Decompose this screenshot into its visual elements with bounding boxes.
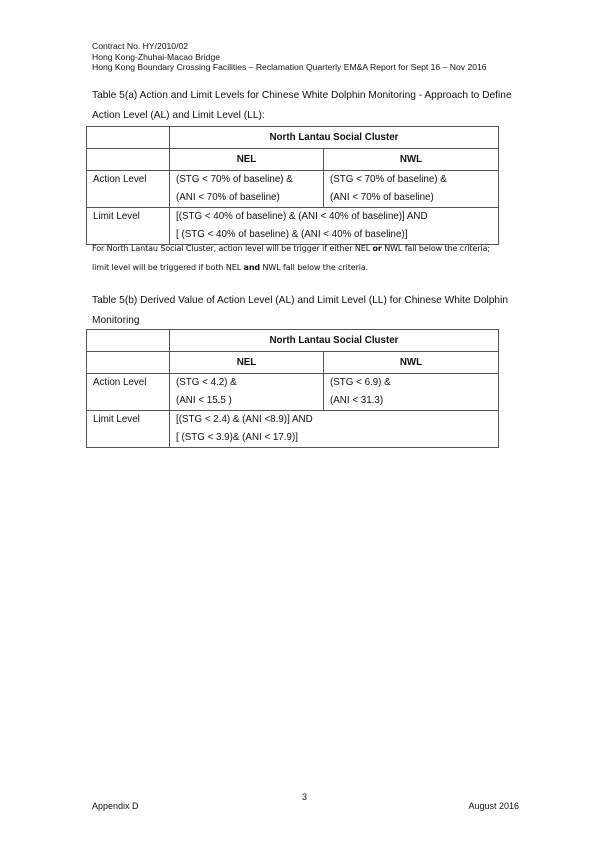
limit-level-label: Limit Level — [87, 208, 170, 245]
table-row — [87, 352, 499, 374]
table-b-caption: Table 5(b) Derived Value of Action Level (AL) and Limit Level (LL) for Chinese White Dolphin Monitoring — [92, 295, 509, 326]
limit-level-label: Limit Level — [87, 411, 170, 448]
nel-header: NEL — [170, 352, 324, 374]
report-title: Hong Kong Boundary Crossing Facilities – Reclamation Quarterly EM&A Report for Sept 16 – Nov 2016 — [92, 62, 487, 73]
table-cell — [87, 330, 170, 352]
action-level-label: Action Level — [87, 374, 170, 411]
table-row — [87, 411, 499, 448]
action-level-nwl: (STG < 6.9) & (ANI < 31.3) — [324, 374, 499, 411]
cluster-header: North Lantau Social Cluster — [170, 127, 499, 149]
table-row — [87, 149, 499, 171]
document-header — [92, 41, 487, 73]
table-row — [87, 374, 499, 411]
nel-header: NEL — [170, 149, 324, 171]
action-level-label: Action Level — [87, 171, 170, 208]
table-a — [86, 126, 499, 245]
table-a-caption: Table 5(a) Action and Limit Levels for Chinese White Dolphin Monitoring - Approach to Define Action Level (AL) and Limit Level (LL): — [92, 90, 512, 121]
table-row — [87, 330, 499, 352]
table-row — [87, 171, 499, 208]
nwl-header: NWL — [324, 352, 499, 374]
nwl-header: NWL — [324, 149, 499, 171]
limit-level-value: [(STG < 40% of baseline) & (ANI < 40% of baseline)] AND [ (STG < 40% of baseline) & (ANI < 40% of baseline)] — [170, 208, 499, 245]
table-cell — [87, 149, 170, 171]
action-level-nel: (STG < 70% of baseline) & (ANI < 70% of baseline) — [170, 171, 324, 208]
table-cell — [87, 352, 170, 374]
contract-number: Contract No. HY/2010/02 — [92, 41, 189, 51]
table-row — [87, 127, 499, 149]
footer-date: August 2016 — [468, 801, 519, 811]
project-name: Hong Kong-Zhuhai-Macao Bridge — [92, 51, 221, 62]
limit-level-value: [(STG < 2.4) & (ANI <8.9)] AND [ (STG < 3.9)& (ANI < 17.9)] — [170, 411, 499, 448]
action-level-nel: (STG < 4.2) & (ANI < 15.5 ) — [170, 374, 324, 411]
criteria-note: For North Lantau Social Cluster, action level will be trigger if either NEL or NWL fall below the criteria; limit level will be triggered if both NEL and NWL fall below the criteria. — [92, 244, 490, 272]
page-number: 3 — [302, 792, 308, 802]
table-b — [86, 329, 499, 448]
footer-appendix: Appendix D — [92, 801, 139, 811]
table-cell — [87, 127, 170, 149]
cluster-header: North Lantau Social Cluster — [170, 330, 499, 352]
action-level-nwl: (STG < 70% of baseline) & (ANI < 70% of baseline) — [324, 171, 499, 208]
